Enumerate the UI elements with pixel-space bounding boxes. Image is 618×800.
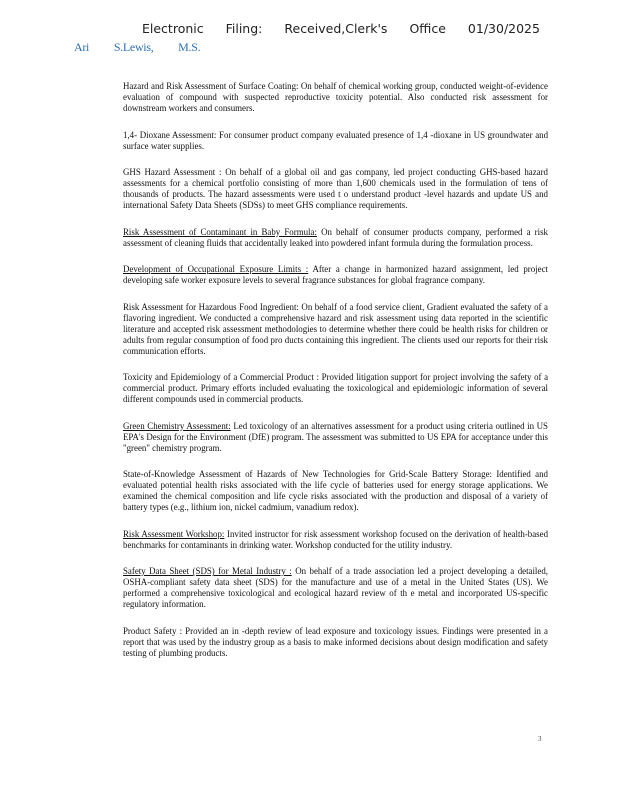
entry-title: Product Safety : bbox=[123, 625, 183, 636]
entry-text: On behalf of a food service client, Gradient evaluated the safety of a flavoring ingredient. We conducted a comprehensive hazard and risk assessment using data reported in the scientific literature and accepted risk assessment methodologies to determine whether there could be health risks for children or adults from regular consumption of food pro ducts containing this ingredient. The clients used our reports for their risk communication efforts. bbox=[123, 301, 548, 356]
page-number: 3 bbox=[538, 735, 542, 743]
entry-text: On behalf of consumer products company, performed a risk assessment of cleaning fluids that accidentally leaked into powdered infant formula during the formulation process. bbox=[123, 226, 548, 248]
entry-title: Hazard and Risk Assessment of Surface Coating: bbox=[123, 81, 299, 91]
experience-entry bbox=[123, 566, 548, 610]
filing-header bbox=[142, 21, 558, 36]
entry-text: For consumer product company evaluated presence of 1,4 -dioxane in US groundwater and surface water supplies. bbox=[123, 129, 549, 151]
experience-entry bbox=[123, 130, 548, 152]
entry-title: Risk Assessment Workshop: bbox=[123, 528, 225, 539]
entry-text: On behalf of a trade association led a project developing a detailed, OSHA-compliant safety data sheet (SDS) for the manufacture and use of a metal in the United States (US). We performed a comprehensive toxicological and ecological hazard review of th e metal and incorporated US-specific regulatory information. bbox=[123, 566, 548, 609]
experience-entry bbox=[123, 81, 548, 114]
experience-entry bbox=[123, 529, 548, 551]
entry-title: Toxicity and Epidemiology of a Commercial Product : bbox=[123, 372, 319, 382]
author-name bbox=[74, 40, 222, 55]
entry-text: Led toxicology of an alternatives assessment for a product using criteria outlined in US EPA's Design for the Environment (DfE) program. The assessment was submitted to US EPA for acceptance under this "green" chemistry program. bbox=[123, 420, 548, 453]
header-part: Office bbox=[409, 21, 446, 36]
entry-title: Risk Assessment of Contaminant in Baby Formula: bbox=[123, 226, 317, 237]
experience-list bbox=[123, 81, 548, 674]
experience-entry bbox=[123, 372, 548, 405]
entry-text: Invited instructor for risk assessment workshop focused on the derivation of health-based benchmarks for contaminants in drinking water. Workshop conducted for the utility industry. bbox=[123, 528, 549, 550]
header-part: Received,Clerk's bbox=[284, 21, 388, 36]
entry-title: Safety Data Sheet (SDS) for Metal Industry : bbox=[123, 566, 292, 576]
author-part: M.S. bbox=[178, 40, 201, 54]
header-part: Filing: bbox=[225, 21, 263, 36]
experience-entry bbox=[123, 264, 548, 286]
experience-entry bbox=[123, 227, 548, 249]
author-part: S.Lewis, bbox=[113, 40, 154, 54]
entry-title: Risk Assessment for Hazardous Food Ingredient: bbox=[123, 301, 299, 312]
experience-entry bbox=[123, 469, 548, 513]
entry-text: Identified and evaluated potential health risks associated with the life cycle of batteries used for energy storage applications. We examined the chemical composition and life cycle risks associated with the production and disposal of a variety of battery types (e.g., lithium ion, nickel cadmium, vanadium redox). bbox=[123, 469, 548, 512]
header-part: 01/30/2025 bbox=[467, 21, 540, 36]
entry-text: Provided litigation support for project involving the safety of a commercial product. Primary efforts included evaluating the toxicological and epidemiologic information of several different compounds used in commercial products. bbox=[123, 372, 549, 404]
entry-title: Development of Occupational Exposure Limits : bbox=[123, 264, 309, 274]
author-part: Ari bbox=[74, 40, 90, 54]
entry-title: 1,4- Dioxane Assessment: bbox=[123, 129, 217, 140]
experience-entry bbox=[123, 167, 548, 211]
entry-title: State-of-Knowledge Assessment of Hazards of New Technologies for Grid-Scale Battery Storage: bbox=[123, 469, 492, 479]
experience-entry bbox=[123, 302, 548, 357]
entry-title: Green Chemistry Assessment: bbox=[123, 420, 231, 431]
entry-title: GHS Hazard Assessment : bbox=[123, 167, 222, 177]
entry-text: Provided an in -depth review of lead exposure and toxicology issues. Findings were presented in a report that was used by the industry group as a basis to make informed decisions about design modification and safety testing of plumbing products. bbox=[123, 625, 548, 658]
experience-entry bbox=[123, 421, 548, 454]
entry-text: On behalf of chemical working group, conducted weight-of-evidence evaluation of compound with suspected reproductive toxicity potential. Also conducted risk assessment for downstream workers and consumers. bbox=[123, 81, 548, 113]
entry-text: On behalf of a global oil and gas company, led project conducting GHS-based hazard assessments for a chemical portfolio consisting of more than 1,600 chemicals used in the formulation of tens of thousands of products. The hazard assessments were used t o understand product -level hazards and update US and international Safety Data Sheets (SDSs) to meet GHS compliance requirements. bbox=[123, 167, 548, 210]
entry-text: After a change in harmonized hazard assignment, led project developing safe worker exposure levels to several fragrance substances for global fragrance company. bbox=[123, 264, 548, 285]
experience-entry bbox=[123, 626, 548, 659]
header-part: Electronic bbox=[142, 21, 204, 36]
